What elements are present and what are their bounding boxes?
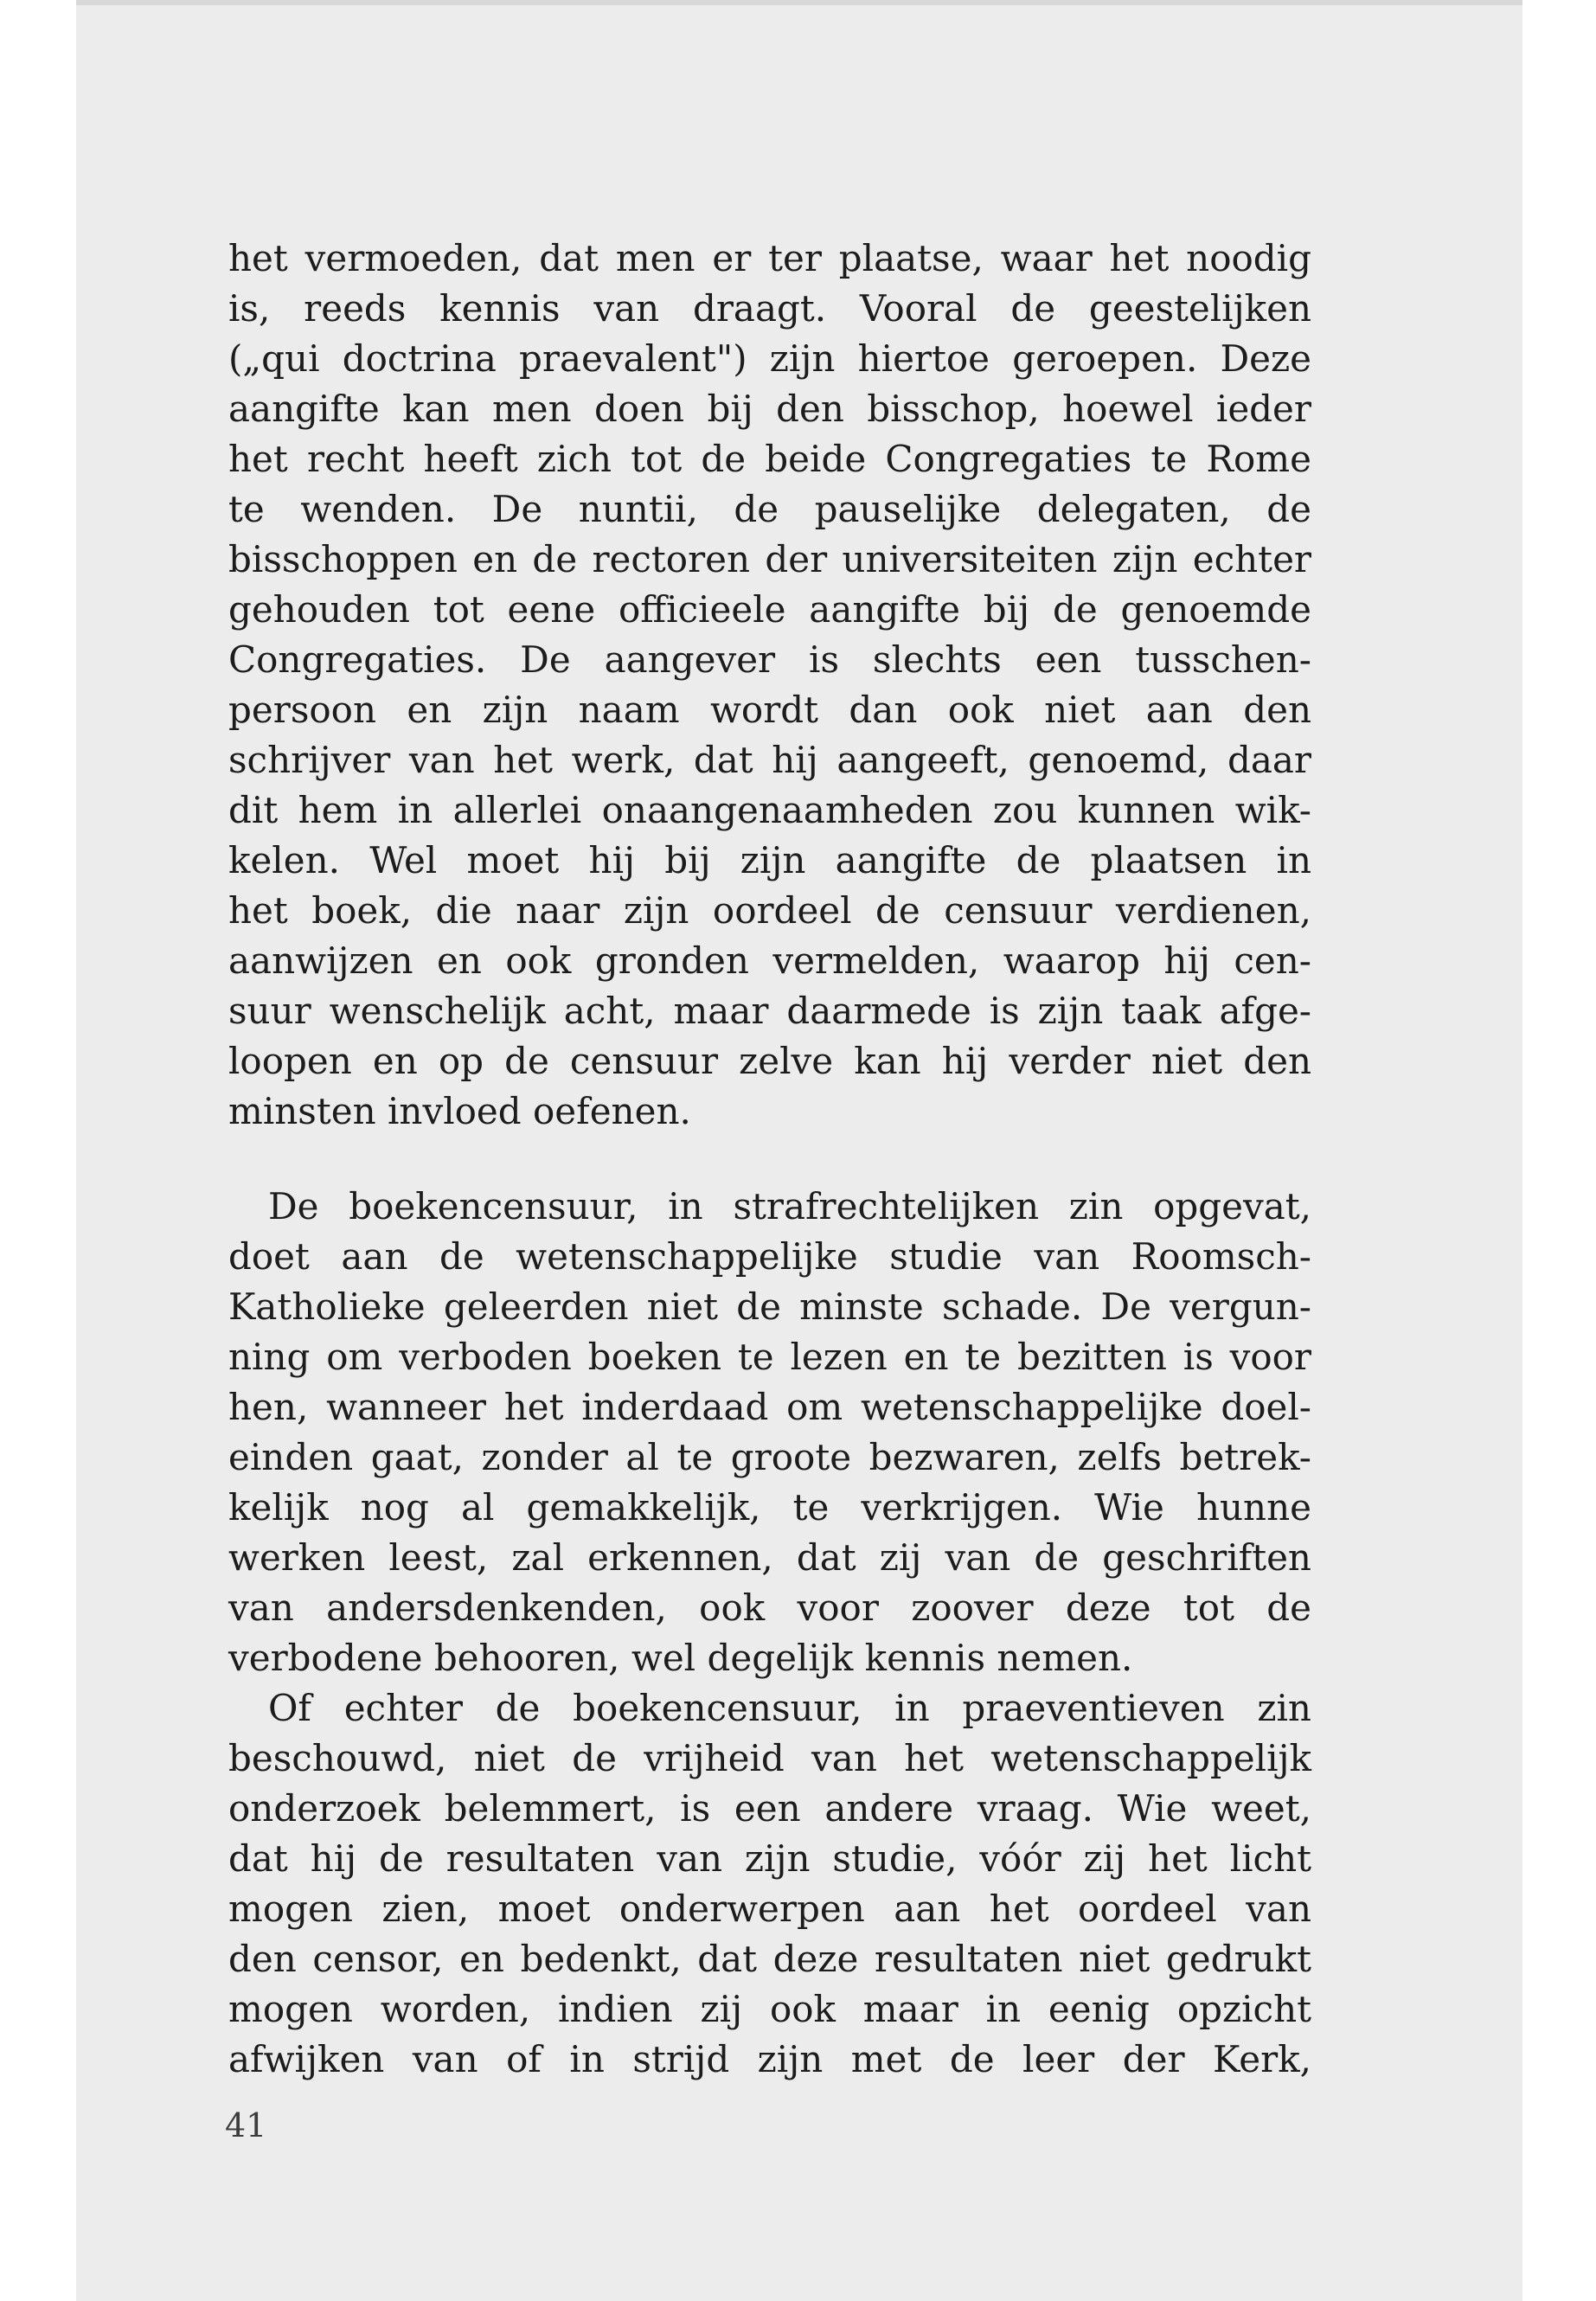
page-top-edge <box>76 0 1522 5</box>
text-line: einden gaat, zonder al te groote bezwaren, zelfs betrek- <box>228 1436 1311 1478</box>
page-number: 41 <box>225 2106 267 2144</box>
text-line: het vermoeden, dat men er ter plaatse, waar het noodig <box>228 237 1311 279</box>
paragraph-1 <box>228 234 1311 1137</box>
text-line: het recht heeft zich tot de beide Congregaties te Rome <box>228 438 1311 480</box>
text-line: gehouden tot eene officieele aangifte bij de genoemde <box>228 588 1311 631</box>
text-line: werken leest, zal erkennen, dat zij van de geschriften <box>228 1536 1311 1579</box>
text-line: dit hem in allerlei onaangenaamheden zou kunnen wik- <box>228 789 1311 831</box>
text-line: loopen en op de censuur zelve kan hij verder niet den <box>228 1040 1311 1082</box>
paragraph-2 <box>228 1182 1311 1683</box>
text-line: den censor, en bedenkt, dat deze resultaten niet gedrukt <box>228 1938 1311 1980</box>
text-line: mogen zien, moet onderwerpen aan het oordeel van <box>228 1888 1311 1930</box>
text-line-last: minsten invloed oefenen. <box>228 1090 691 1132</box>
text-line: Congregaties. De aangever is slechts een tusschen- <box>228 638 1311 681</box>
text-line-first: Of echter de boekencensuur, in praeventieven zin <box>268 1687 1311 1729</box>
text-line: schrijver van het werk, dat hij aangeeft, genoemd, daar <box>228 739 1311 781</box>
text-line: („qui doctrina praevalent") zijn hiertoe geroepen. Deze <box>228 337 1311 380</box>
text-line: ning om verboden boeken te lezen en te bezitten is voor <box>228 1336 1311 1378</box>
body-text <box>228 234 1311 2085</box>
text-line: dat hij de resultaten van zijn studie, vóór zij het licht <box>228 1837 1311 1880</box>
text-line: aanwijzen en ook gronden vermelden, waarop hij cen- <box>228 939 1311 982</box>
book-page <box>76 0 1522 2301</box>
paragraph-3 <box>228 1683 1311 2085</box>
text-line: bisschoppen en de rectoren der universiteiten zijn echter <box>228 538 1311 580</box>
text-line: aangifte kan men doen bij den bisschop, hoewel ieder <box>228 388 1311 430</box>
text-line: Katholieke geleerden niet de minste schade. De vergun- <box>228 1285 1311 1328</box>
text-line: van andersdenkenden, ook voor zoover deze tot de <box>228 1586 1311 1629</box>
text-line: onderzoek belemmert, is een andere vraag. Wie weet, <box>228 1787 1311 1830</box>
text-line-last: verbodene behooren, wel degelijk kennis nemen. <box>228 1637 1133 1679</box>
text-line: kelen. Wel moet hij bij zijn aangifte de plaatsen in <box>228 839 1311 881</box>
text-line: doet aan de wetenschappelijke studie van Roomsch- <box>228 1235 1311 1278</box>
text-line: het boek, die naar zijn oordeel de censuur verdienen, <box>228 889 1311 932</box>
text-line: hen, wanneer het inderdaad om wetenschappelijke doel- <box>228 1386 1311 1428</box>
text-line: is, reeds kennis van draagt. Vooral de geestelijken <box>228 287 1311 330</box>
text-line: mogen worden, indien zij ook maar in eenig opzicht <box>228 1988 1311 2030</box>
text-line: kelijk nog al gemakkelijk, te verkrijgen. Wie hunne <box>228 1486 1311 1529</box>
text-line: te wenden. De nuntii, de pauselijke delegaten, de <box>228 488 1311 530</box>
paragraph-gap <box>228 1137 1311 1182</box>
text-line: beschouwd, niet de vrijheid van het wetenschappelijk <box>228 1737 1311 1779</box>
text-line: persoon en zijn naam wordt dan ook niet aan den <box>228 689 1311 731</box>
text-line: suur wenschelijk acht, maar daarmede is zijn taak afge- <box>228 990 1311 1032</box>
text-line-first: De boekencensuur, in strafrechtelijken zin opgevat, <box>268 1185 1311 1227</box>
text-line: afwijken van of in strijd zijn met de leer der Kerk, <box>228 2038 1311 2080</box>
